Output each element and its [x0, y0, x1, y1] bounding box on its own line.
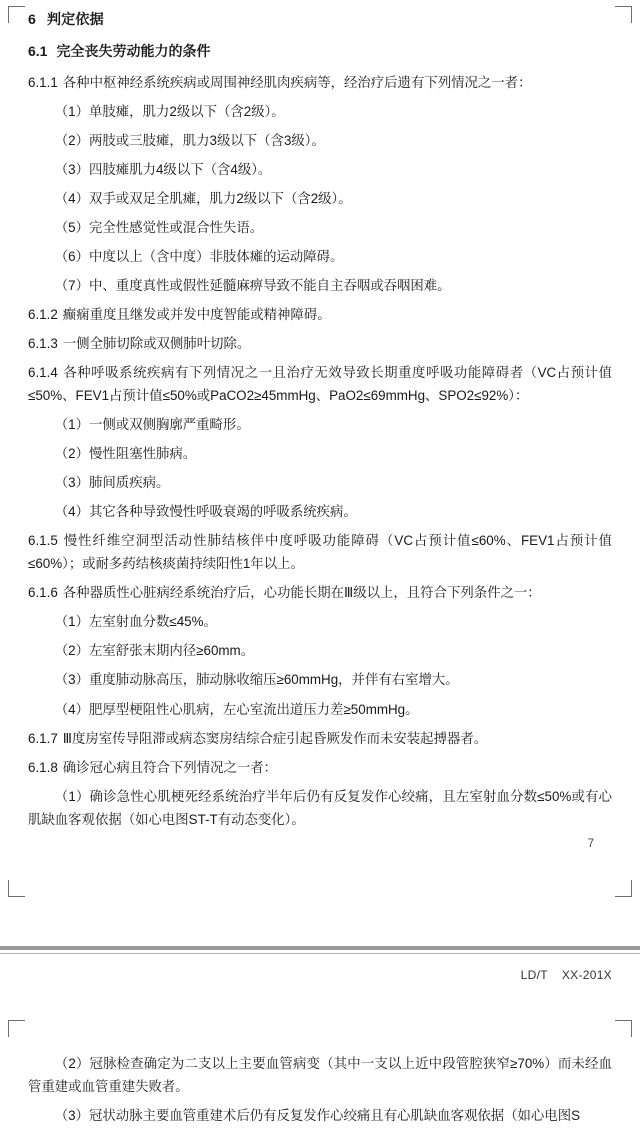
- crop-mark-icon: [8, 880, 25, 897]
- standard-id-suffix: XX-201X: [561, 968, 612, 982]
- standard-id-prefix: LD/T: [520, 968, 548, 982]
- clause-number: 6.1.6: [28, 585, 58, 601]
- clause-text: 各种中枢神经系统疾病或周围神经肌肉疾病等，经治疗后遗有下列情况之一者：: [62, 74, 532, 90]
- list-item: （2）左室舒张末期内径≥60mm。: [54, 643, 255, 659]
- list-item: （3）四肢瘫肌力4级以下（含4级）。: [54, 161, 272, 177]
- clause-6-1-8: [28, 756, 612, 779]
- clause-number: 6.1.7: [28, 730, 58, 746]
- page-1-body: [28, 8, 612, 837]
- list-item: （2）两肢或三肢瘫，肌力3级以下（含3级）。: [54, 132, 325, 148]
- page-2-body: [28, 1052, 612, 1133]
- clause-6-1-6: [28, 581, 612, 604]
- clause-number: 6.1.4: [28, 364, 58, 380]
- section-heading: [28, 8, 612, 32]
- crop-mark-icon: [615, 6, 632, 23]
- list-item: （2）冠脉检查确定为二支以上主要血管病变（其中一支以上近中段管腔狭窄≥70%）而未经血管重建或血管重建失败者。: [28, 1056, 612, 1095]
- crop-mark-icon: [8, 1020, 25, 1037]
- clause-text: Ⅲ度房室传导阻滞或病态窦房结综合症引起昏厥发作而未安装起搏器者。: [62, 730, 488, 746]
- list-item: （3）重度肺动脉高压，肺动脉收缩压≥60mmHg，并伴有右室增大。: [54, 672, 459, 688]
- list-item: （2）慢性阻塞性肺病。: [54, 446, 197, 462]
- standard-identifier: [521, 968, 612, 982]
- list-item: （4）肥厚型梗阻性心肌病，左心室流出道压力差≥50mmHg。: [54, 701, 419, 717]
- clause-text: 各种呼吸系统疾病有下列情况之一且治疗无效导致长期重度呼吸功能障碍者（VC占预计值≤50%、FEV1占预计值≤50%或PaCO2≥45mmHg、PaO2≤69mmHg、SPO2≤92%）：: [28, 364, 612, 404]
- clause-6-1-2: [28, 303, 612, 326]
- crop-mark-icon: [615, 880, 632, 897]
- section-title: 判定依据: [46, 12, 104, 28]
- list-item: （1）左室射血分数≤45%。: [54, 614, 217, 630]
- clause-text: 癫痫重度且继发或并发中度智能或精神障碍。: [62, 306, 331, 322]
- list-item: （5）完全性感觉性或混合性失语。: [54, 219, 264, 235]
- footer-rule-thick: [0, 946, 640, 950]
- clause-text: 各种器质性心脏病经系统治疗后，心功能长期在Ⅲ级以上，且符合下列条件之一：: [62, 585, 541, 601]
- section-number: 6: [28, 12, 36, 28]
- clause-6-1-1: [28, 71, 612, 94]
- footer-rule-thin: [0, 953, 640, 954]
- list-item: （3）肺间质疾病。: [54, 475, 170, 491]
- clause-text: 确诊冠心病且符合下列情况之一者：: [62, 759, 278, 775]
- crop-mark-icon: [8, 6, 25, 23]
- subsection-title: 完全丧失劳动能力的条件: [56, 43, 211, 60]
- list-item: （4）其它各种导致慢性呼吸衰竭的呼吸系统疾病。: [54, 504, 357, 520]
- clause-text: 慢性纤维空洞型活动性肺结核伴中度呼吸功能障碍（VC占预计值≤60%、FEV1占预计值≤60%）；或耐多药结核痰菌持续阳性1年以上。: [28, 533, 612, 572]
- list-item: （1）一侧或双侧胸廓严重畸形。: [54, 417, 250, 433]
- clause-6-1-5: [28, 529, 612, 575]
- footer-rule: [0, 946, 640, 956]
- list-item: （6）中度以上（含中度）非肢体瘫的运动障碍。: [54, 248, 344, 264]
- subsection-number: 6.1: [28, 43, 48, 60]
- clause-number: 6.1.2: [28, 306, 58, 322]
- clause-6-1-7: [28, 727, 612, 750]
- page-number: 7: [587, 838, 594, 850]
- crop-mark-icon: [615, 1020, 632, 1037]
- clause-number: 6.1.1: [28, 74, 58, 90]
- list-item: （4）双手或双足全肌瘫，肌力2级以下（含2级）。: [54, 190, 352, 206]
- clause-number: 6.1.3: [28, 335, 58, 351]
- list-item: （1）确诊急性心肌梗死经系统治疗半年后仍有反复发作心绞痛，且左室射血分数≤50%或有心肌缺血客观依据（如心电图ST-T有动态变化）。: [28, 788, 612, 827]
- subsection-heading: [28, 39, 612, 63]
- clause-6-1-4: [28, 361, 612, 407]
- list-item: （7）中、重度真性或假性延髓麻痹导致不能自主吞咽或吞咽困难。: [54, 277, 451, 293]
- clause-number: 6.1.8: [28, 759, 58, 775]
- clause-number: 6.1.5: [28, 533, 58, 549]
- list-item: （1）单肢瘫，肌力2级以下（含2级）。: [54, 103, 285, 119]
- clause-6-1-3: [28, 332, 612, 355]
- clause-text: 一侧全肺切除或双侧肺叶切除。: [62, 335, 251, 351]
- list-item: （3）冠状动脉主要血管重建术后仍有反复发作心绞痛且有心肌缺血客观依据（如心电图S: [54, 1108, 581, 1124]
